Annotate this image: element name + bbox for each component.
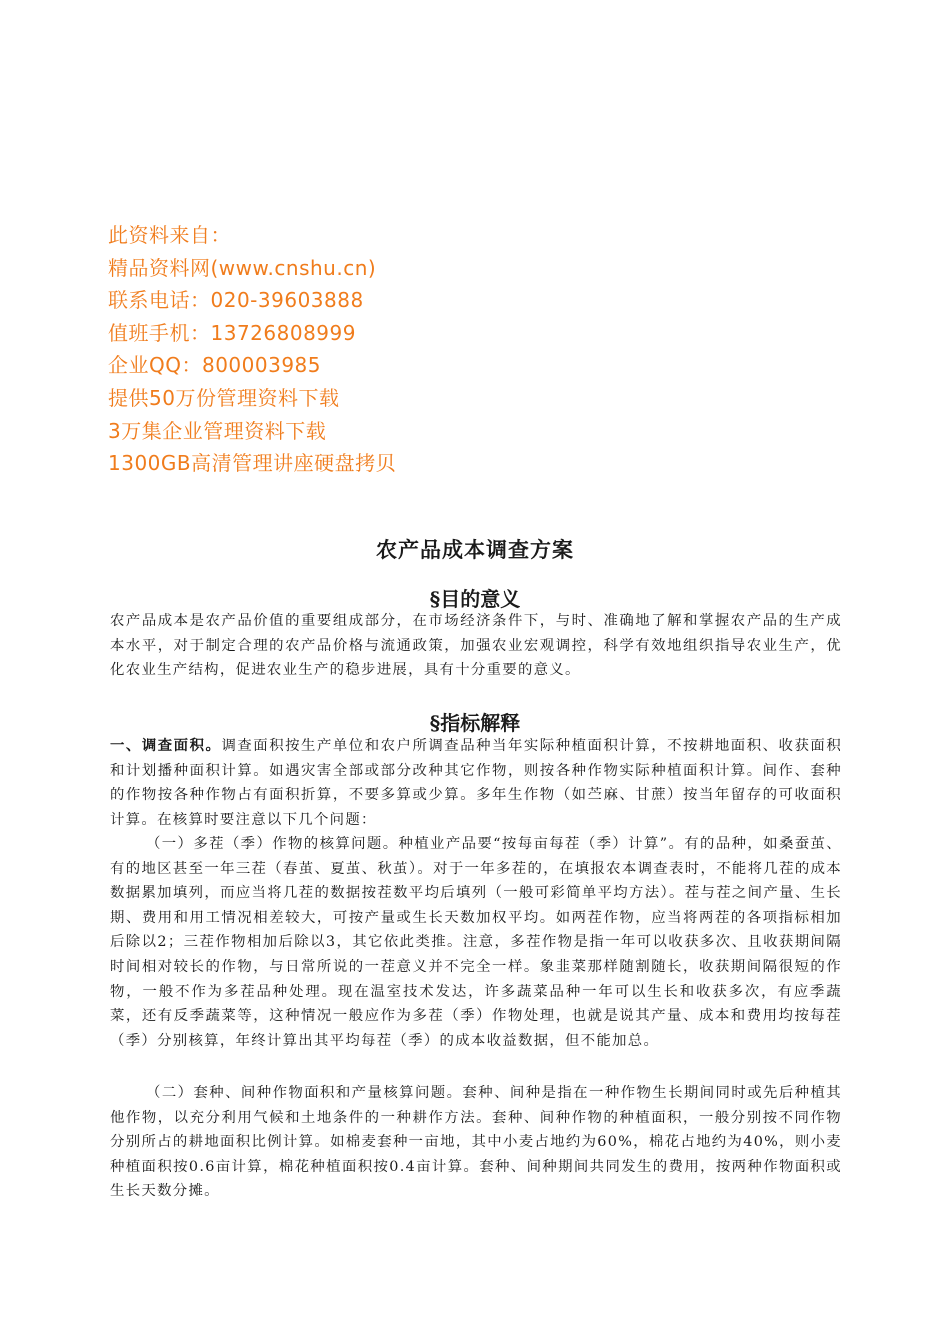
ad-line-website: 精品资料网(www.cnshu.cn)	[108, 255, 377, 280]
ad-line-phone: 联系电话：020-39603888	[108, 288, 364, 313]
section-heading-purpose: §目的意义	[429, 587, 521, 611]
sub-item-multi-crop: （一）多茬（季）作物的核算问题。种植业产品要“按每亩每茬（季）计算”。有的品种，如桑蚕茧、有的地区甚至一年三茬（春茧、夏茧、秋茧）。对于一年多茬的，在填报农本调查表时，不能将几茬的成本数据累加填列，而应当将几茬的数据按茬数平均后填列（一般可彩简单平均方法）。茬与茬之间产量、生长期、费用和用工情况相差较大，可按产量或生长天数加权平均。如两茬作物，应当将两茬的各项指标相加后除以2；三茬作物相加后除以3，其它依此类推。注意，多茬作物是指一年可以收获多次、且收获期间隔时间相对较长的作物，与日常所说的一茬意义并不完全一样。象韭菜那样随割随长，收获期间隔很短的作物，一般不作为多茬品种处理。现在温室技术发达，许多蔬菜品种一年可以生长和收获多次，有应季蔬菜，还有反季蔬菜等，这种情况一般应作为多茬（季）作物处理，也就是说其产量、成本和费用均按每茬（季）分别核算，年终计算出其平均每茬（季）的成本收益数据，但不能加总。	[110, 836, 842, 1049]
sub-item-intercrop: （二）套种、间种作物面积和产量核算问题。套种、间种是指在一种作物生长期间同时或先后种植其他作物，以充分利用气候和土地条件的一种耕作方法。套种、间种作物的种植面积，一般分别按不同作物分别所占的耕地面积比例计算。如棉麦套种一亩地，其中小麦占地约为60%，棉花占地约为40%，则小麦种植面积按0.6亩计算，棉花种植面积按0.4亩计算。套种、间种期间共同发生的费用，按两种作物面积或生长天数分摊。	[110, 1085, 842, 1200]
ad-line-offer-3: 1300GB高清管理讲座硬盘拷贝	[108, 451, 397, 476]
ad-line-qq: 企业QQ：800003985	[108, 353, 322, 378]
document-title: 农产品成本调查方案	[376, 537, 574, 562]
source-ad-block	[108, 219, 396, 480]
indicator-item-1	[110, 734, 842, 832]
ad-line-mobile: 值班手机：13726808999	[108, 320, 356, 345]
item-1-lead: 一、调查面积。	[110, 737, 222, 754]
item-1-text: 调查面积按生产单位和农户所调查品种当年实际种植面积计算，不按耕地面积、收获面积和计划播种面积计算。如遇灾害全部或部分改种其它作物，则按各种作物实际种植面积计算。间作、套种的作物按各种作物占有面积折算，不要多算或少算。多年生作物（如苎麻、甘蔗）按当年留存的可收面积计算。在核算时要注意以下几个问题：	[110, 738, 843, 828]
purpose-paragraph: 农产品成本是农产品价值的重要组成部分，在市场经济条件下，与时、准确地了解和掌握农产品的生产成本水平，对于制定合理的农产品价格与流通政策，加强农业宏观调控，科学有效地组织指导农业生产，优化农业生产结构，促进农业生产的稳步进展，具有十分重要的意义。	[110, 613, 842, 679]
section-heading-indicators: §指标解释	[429, 711, 521, 735]
ad-line-offer-2: 3万集企业管理资料下载	[108, 418, 327, 443]
ad-line-source: 此资料来自：	[108, 223, 231, 247]
ad-line-offer-1: 提供50万份管理资料下载	[108, 385, 340, 410]
